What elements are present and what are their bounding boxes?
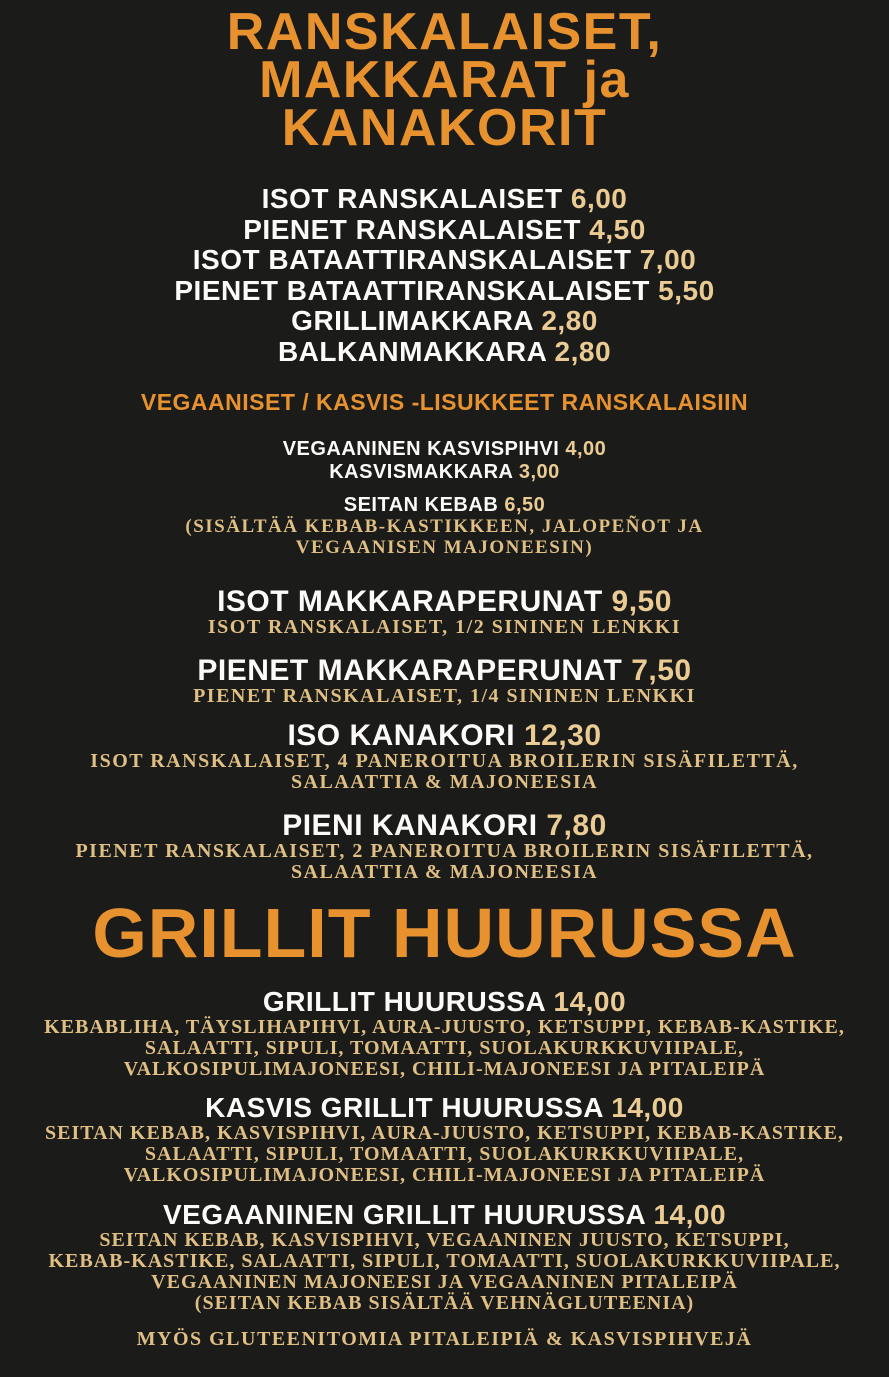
item-description-line: PIENET RANSKALAISET, 2 PANEROITUA BROILERIN SISÄFILETTÄ, <box>75 840 814 862</box>
item-headline <box>0 720 889 751</box>
menu-item-grillimakkara <box>0 306 889 337</box>
menu-item-isot-bataattiranskalaiset <box>0 245 889 276</box>
item-price: 14,00 <box>653 1199 727 1230</box>
item-name: KASVISMAKKARA <box>329 461 513 483</box>
grillit-section-heading: GRILLIT HUURUSSA <box>92 894 797 972</box>
item-description-line: (SISÄLTÄÄ KEBAB-KASTIKKEEN, JALOPEÑOT JA <box>185 516 704 537</box>
item-description-line: SALAATTI, SIPULI, TOMAATTI, SUOLAKURKKUVIIPALE, <box>144 1143 745 1165</box>
item-name: VEGAANINEN GRILLIT HUURUSSA <box>162 1199 646 1230</box>
item-headline <box>0 1200 889 1230</box>
item-price: 7,80 <box>546 809 607 842</box>
item-name: ISOT MAKKARAPERUNAT <box>217 585 603 618</box>
menu-item-pienet-makkaraperunat <box>0 655 889 707</box>
item-headline <box>0 655 889 686</box>
item-description-line: ISOT RANSKALAISET, 1/2 SININEN LENKKI <box>207 616 682 638</box>
item-headline <box>0 1093 889 1123</box>
item-description-line: VEGAANINEN MAJONEESI JA VEGAANINEN PITALEIPÄ <box>151 1271 738 1293</box>
item-description-line: SALAATTI, SIPULI, TOMAATTI, SUOLAKURKKUVIIPALE, <box>144 1037 745 1059</box>
page-title-line-2: MAKKARAT ja <box>259 51 630 109</box>
item-price: 9,50 <box>611 585 672 618</box>
item-headline <box>0 586 889 617</box>
item-description-line: SEITAN KEBAB, KASVISPIHVI, AURA-JUUSTO, KETSUPPI, KEBAB-KASTIKE, <box>45 1122 844 1144</box>
simple-items-section <box>0 184 889 367</box>
item-gluten-note: (SEITAN KEBAB SISÄLTÄÄ VEHNÄGLUTEENIA) <box>194 1292 695 1314</box>
item-description-line: KEBABLIHA, TÄYSLIHAPIHVI, AURA-JUUSTO, KETSUPPI, KEBAB-KASTIKE, <box>44 1016 845 1038</box>
item-name: KASVIS GRILLIT HUURUSSA <box>205 1092 603 1123</box>
item-name: PIENET BATAATTIRANSKALAISET <box>174 274 650 306</box>
menu-item-pienet-ranskalaiset <box>0 215 889 246</box>
item-description-line: SALAATTIA & MAJONEESIA <box>290 861 599 883</box>
menu-item-kasvis-grillit-huurussa <box>0 1093 889 1186</box>
page-title-line-1: RANSKALAISET, <box>226 3 663 61</box>
menu-item-vegaaninen-grillit-huurussa <box>0 1200 889 1314</box>
page-title-line-3: KANAKORIT <box>281 99 608 157</box>
combo-items-section <box>0 586 889 883</box>
item-name: GRILLIT HUURUSSA <box>262 986 546 1017</box>
item-price: 14,00 <box>611 1092 684 1123</box>
item-headline <box>0 494 889 516</box>
item-description-line: SEITAN KEBAB, KASVISPIHVI, VEGAANINEN JUUSTO, KETSUPPI, <box>99 1229 790 1251</box>
item-price: 7,00 <box>639 244 697 275</box>
item-price: 5,50 <box>658 274 715 306</box>
item-description-line: KEBAB-KASTIKE, SALAATTI, SIPULI, TOMAATTI, SUOLAKURKKUVIIPALE, <box>48 1250 841 1272</box>
menu-item-seitan-kebab <box>0 494 889 558</box>
item-name: BALKANMAKKARA <box>277 335 547 367</box>
item-price: 3,00 <box>518 461 560 483</box>
item-price: 6,00 <box>570 183 628 214</box>
menu-item-grillit-huurussa <box>0 987 889 1080</box>
page-title <box>0 0 889 157</box>
menu-item-isot-ranskalaiset <box>0 184 889 215</box>
grillit-items-section <box>0 987 889 1314</box>
menu-item-balkanmakkara <box>0 337 889 368</box>
item-price: 12,30 <box>523 719 602 752</box>
item-name: SEITAN KEBAB <box>343 494 499 516</box>
item-name: VEGAANINEN KASVISPIHVI <box>282 438 560 460</box>
item-description-line: VEGAANISEN MAJONEESIN) <box>295 537 594 558</box>
item-price: 14,00 <box>553 986 627 1017</box>
item-price: 4,00 <box>565 438 607 460</box>
item-price: 2,80 <box>554 335 612 367</box>
gluten-free-footer-note: MYÖS GLUTEENITOMIA PITALEIPIÄ & KASVISPIHVEJÄ <box>136 1328 753 1350</box>
item-name: PIENI KANAKORI <box>282 809 538 842</box>
menu-item-vegaaninen-kasvispihvi <box>0 438 889 461</box>
menu-item-kasvismakkara <box>0 461 889 484</box>
item-name: ISOT BATAATTIRANSKALAISET <box>192 244 632 275</box>
vegan-items-section <box>0 438 889 558</box>
item-description-line: VALKOSIPULIMAJONEESI, CHILI-MAJONEESI JA PITALEIPÄ <box>123 1058 766 1080</box>
item-description-line: PIENET RANSKALAISET, 1/4 SININEN LENKKI <box>193 685 696 707</box>
menu-item-pieni-kanakori <box>0 810 889 883</box>
menu-item-iso-kanakori <box>0 720 889 793</box>
item-headline <box>0 810 889 841</box>
menu-item-isot-makkaraperunat <box>0 586 889 638</box>
item-name: ISOT RANSKALAISET <box>261 183 563 214</box>
item-name: ISO KANAKORI <box>287 719 516 752</box>
item-price: 6,50 <box>504 494 546 516</box>
item-price: 7,50 <box>631 654 692 687</box>
item-description-line: SALAATTIA & MAJONEESIA <box>290 771 599 793</box>
item-description-line: ISOT RANSKALAISET, 4 PANEROITUA BROILERIN SISÄFILETTÄ, <box>90 750 799 772</box>
item-description-line: VALKOSIPULIMAJONEESI, CHILI-MAJONEESI JA PITALEIPÄ <box>123 1164 766 1186</box>
vegan-section-heading: VEGAANISET / KASVIS -LISUKKEET RANSKALAISIIN <box>140 389 749 415</box>
item-name: PIENET RANSKALAISET <box>243 213 581 245</box>
item-price: 2,80 <box>541 305 598 336</box>
item-price: 4,50 <box>589 213 646 245</box>
item-name: PIENET MAKKARAPERUNAT <box>197 654 623 687</box>
item-name: GRILLIMAKKARA <box>291 305 534 336</box>
item-headline <box>0 987 889 1017</box>
menu-item-pienet-bataattiranskalaiset <box>0 276 889 307</box>
